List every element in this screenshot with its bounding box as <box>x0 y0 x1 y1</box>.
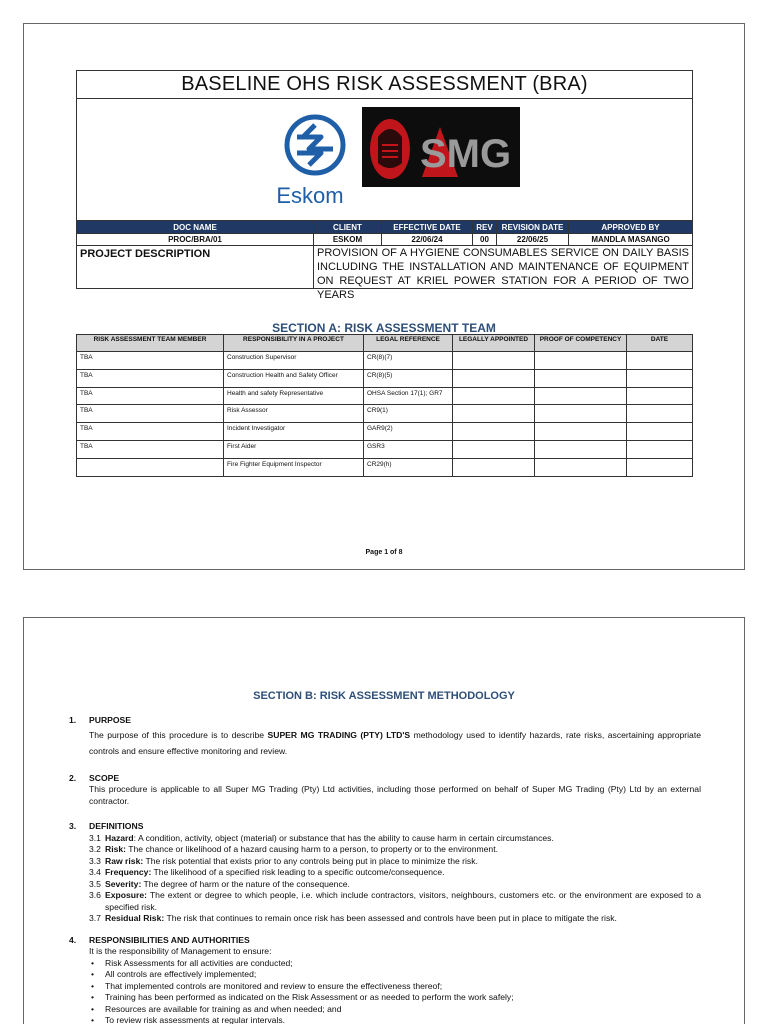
team-table-cell: OHSA Section 17(1); GR7 <box>364 387 453 405</box>
team-table-cell <box>453 458 535 476</box>
team-table-body <box>77 352 693 477</box>
team-table-cell: Risk Assessor <box>224 405 364 423</box>
team-table-cell <box>627 352 693 370</box>
definitions-list <box>89 833 701 925</box>
team-table-cell <box>627 423 693 441</box>
revision-date-label: REVISION DATE <box>497 221 569 233</box>
team-table-cell <box>627 440 693 458</box>
section-heading: RESPONSIBILITIES AND AUTHORITIES <box>89 934 250 945</box>
team-table-cell: CR9(1) <box>364 405 453 423</box>
rev-label: REV <box>473 221 497 233</box>
team-table-cell <box>453 387 535 405</box>
definition-number: 3.3 <box>89 855 101 866</box>
team-table-cell: TBA <box>77 440 224 458</box>
section-b-title: SECTION B: RISK ASSESSMENT METHODOLOGY <box>253 690 515 702</box>
team-table-cell: Construction Supervisor <box>224 352 364 370</box>
doc-name-label: DOC NAME <box>77 221 314 233</box>
team-table-cell: TBA <box>77 423 224 441</box>
definition-item <box>89 833 701 845</box>
team-table-cell: Construction Health and Safety Officer <box>224 369 364 387</box>
approved-by-label: APPROVED BY <box>601 223 660 232</box>
definition-text: The chance or likelihood of a hazard causing harm to a person, to property or to the environment. <box>126 844 498 854</box>
team-table-cell <box>535 352 627 370</box>
team-table-cell <box>627 369 693 387</box>
definition-term: Severity: <box>105 878 142 889</box>
team-table-row <box>77 405 693 423</box>
definition-term: Frequency: <box>105 867 152 877</box>
team-table-header-row <box>77 335 693 352</box>
team-table-row <box>77 387 693 405</box>
team-column-header: LEGAL REFERENCE <box>364 335 453 352</box>
responsibility-bullet: • Risk Assessments for all activities are conducted; <box>89 958 701 970</box>
rev-value: 00 <box>473 234 497 245</box>
document-page-2 <box>23 617 745 1024</box>
team-table-cell <box>535 458 627 476</box>
team-table-cell: Fire Fighter Equipment Inspector <box>224 458 364 476</box>
approved-by-value: MANDLA MASANGO <box>591 235 670 244</box>
responsibility-bullet: • To review risk assessments at regular intervals. <box>89 1015 701 1024</box>
section-number: 1. <box>69 715 77 725</box>
effective-date-value: 22/06/24 <box>382 234 473 245</box>
definition-term: Raw risk: <box>105 855 144 866</box>
client-value: ESKOM <box>314 234 382 245</box>
smg-logo <box>362 107 520 187</box>
page-number: Page 1 of 8 <box>365 549 403 556</box>
revision-date-value: 22/06/25 <box>497 234 569 245</box>
team-table-cell <box>453 405 535 423</box>
responsibilities-list <box>89 958 701 1024</box>
responsibility-bullet: • All controls are effectively implemented; <box>89 969 701 981</box>
purpose-section <box>69 715 701 759</box>
team-column-header: DATE <box>627 335 693 352</box>
team-table-cell: First Aider <box>224 440 364 458</box>
smg-logo-icon <box>362 107 520 187</box>
definition-text: The extent or degree to which people, i.e. which include contractors, visitors, neighbours, customers etc. or the environment are exposed to a specified risk. <box>105 890 701 912</box>
effective-date-label: EFFECTIVE DATE <box>382 221 473 233</box>
team-table-cell <box>535 369 627 387</box>
definition-text: The likelihood of a specified risk leading to a specific outcome/consequence. <box>151 867 445 877</box>
responsibility-bullet: • Training has been performed as indicated on the Risk Assessment or as needed to perform the work safely; <box>89 992 701 1004</box>
team-table-row <box>77 458 693 476</box>
team-table-row <box>77 440 693 458</box>
definition-item <box>89 913 701 925</box>
team-table-row <box>77 423 693 441</box>
definition-number: 3.5 <box>89 878 101 889</box>
team-table-cell: GAR9(2) <box>364 423 453 441</box>
responsibilities-section <box>69 935 701 1024</box>
responsibility-bullet: • Resources are available for training as and when needed; and <box>89 1004 701 1016</box>
scope-text: This procedure is applicable to all Super MG Trading (Pty) Ltd activities, including those performed on behalf of Super MG Trading (Pty) Ltd by an external contractor. <box>89 784 701 806</box>
team-table-cell: Incident Investigator <box>224 423 364 441</box>
project-description-row <box>77 246 692 301</box>
team-table-cell: CR(8)(7) <box>364 352 453 370</box>
definition-item <box>89 867 701 879</box>
team-table-cell: TBA <box>77 369 224 387</box>
team-table-cell <box>627 387 693 405</box>
team-table-cell <box>535 387 627 405</box>
team-table-cell <box>453 369 535 387</box>
definitions-section <box>69 821 701 925</box>
team-table-cell: Health and safety Representative <box>224 387 364 405</box>
team-table-cell: TBA <box>77 387 224 405</box>
definition-number: 3.2 <box>89 844 101 854</box>
definition-term: Risk: <box>105 844 127 854</box>
scope-section <box>69 773 701 808</box>
team-table-cell <box>535 440 627 458</box>
team-table-cell <box>77 458 224 476</box>
responsibilities-intro: It is the responsibility of Management to ensure: <box>89 946 272 956</box>
logo-area <box>77 99 692 221</box>
team-column-header: LEGALLY APPOINTED <box>453 335 535 352</box>
section-number: 3. <box>69 821 77 831</box>
team-column-header: PROOF OF COMPETENCY <box>535 335 627 352</box>
team-table-row <box>77 352 693 370</box>
definition-text: The risk that continues to remain once risk has been assessed and controls have been put in place to mitigate the risk. <box>164 913 617 923</box>
client-label: CLIENT <box>314 221 382 233</box>
team-table-cell: CR29(h) <box>364 458 453 476</box>
risk-assessment-team-table <box>76 334 693 477</box>
team-table-cell: CR(8)(5) <box>364 369 453 387</box>
document-page-1 <box>23 23 745 570</box>
definition-number: 3.1 <box>89 832 101 843</box>
definition-item <box>89 856 701 868</box>
definition-text: : A condition, activity, object (material) or substance that has the ability to cause harm in certain circumstances. <box>133 832 554 843</box>
section-number: 2. <box>69 772 77 783</box>
team-table-cell: TBA <box>77 352 224 370</box>
methodology-body <box>69 715 701 1024</box>
definition-text: The degree of harm or the nature of the consequence. <box>141 878 350 889</box>
header-labels-row <box>77 221 692 234</box>
header-values-row <box>77 234 692 246</box>
team-table-cell: TBA <box>77 405 224 423</box>
purpose-text: The purpose of this procedure is to describe SUPER MG TRADING (PTY) LTD'S methodology used to identify hazards, rate risks, ascertaining appropriate controls and ensure effective monitoring and review. <box>89 729 701 756</box>
eskom-logo-icon <box>275 109 355 189</box>
section-number: 4. <box>69 934 77 945</box>
team-table-cell <box>535 405 627 423</box>
definition-text: The risk potential that exists prior to any controls being put in place to minimize the risk. <box>143 855 478 866</box>
definition-term: Residual Risk: <box>105 913 165 923</box>
team-column-header: RESPONSIBILITY IN A PROJECT <box>224 335 364 352</box>
responsibility-bullet: • That implemented controls are monitored and review to ensure the effectiveness thereof; <box>89 981 701 993</box>
smg-logo-text: SMG <box>420 132 512 176</box>
team-table-cell <box>453 352 535 370</box>
team-table-cell <box>453 440 535 458</box>
section-heading: PURPOSE <box>89 715 132 725</box>
project-description-label: PROJECT DESCRIPTION <box>77 246 314 288</box>
definition-item <box>89 879 701 891</box>
company-name: SUPER MG TRADING (PTY) LTD'S <box>267 729 411 740</box>
team-column-header: RISK ASSESSMENT TEAM MEMBER <box>77 335 224 352</box>
team-table-cell <box>627 458 693 476</box>
definition-item <box>89 844 701 856</box>
doc-name-value: PROC/BRA/01 <box>77 234 314 245</box>
team-table-cell <box>453 423 535 441</box>
document-header-table <box>76 70 693 301</box>
section-heading: SCOPE <box>89 772 120 783</box>
definition-number: 3.4 <box>89 867 101 877</box>
team-table-cell <box>535 423 627 441</box>
team-table-row <box>77 369 693 387</box>
eskom-logo-text: Eskom <box>276 183 344 208</box>
section-heading: DEFINITIONS <box>89 821 144 831</box>
project-description-text: PROVISION OF A HYGIENE CONSUMABLES SERVICE ON DAILY BASIS INCLUDING THE INSTALLATION AND MAINTENANCE OF EQUIPMENT ON REQUEST AT KRIEL POWER STATION FOR A PERIOD OF TWO YEARS <box>317 247 689 301</box>
definition-term: Hazard <box>105 832 134 843</box>
definition-number: 3.7 <box>89 913 101 923</box>
definition-term: Exposure: <box>105 890 148 900</box>
section-a-title: SECTION A: RISK ASSESSMENT TEAM <box>272 321 496 335</box>
team-table-cell: GSR3 <box>364 440 453 458</box>
document-title: BASELINE OHS RISK ASSESSMENT (BRA) <box>77 71 692 99</box>
definition-item <box>89 890 701 913</box>
team-table-cell <box>627 405 693 423</box>
definition-number: 3.6 <box>89 890 101 900</box>
